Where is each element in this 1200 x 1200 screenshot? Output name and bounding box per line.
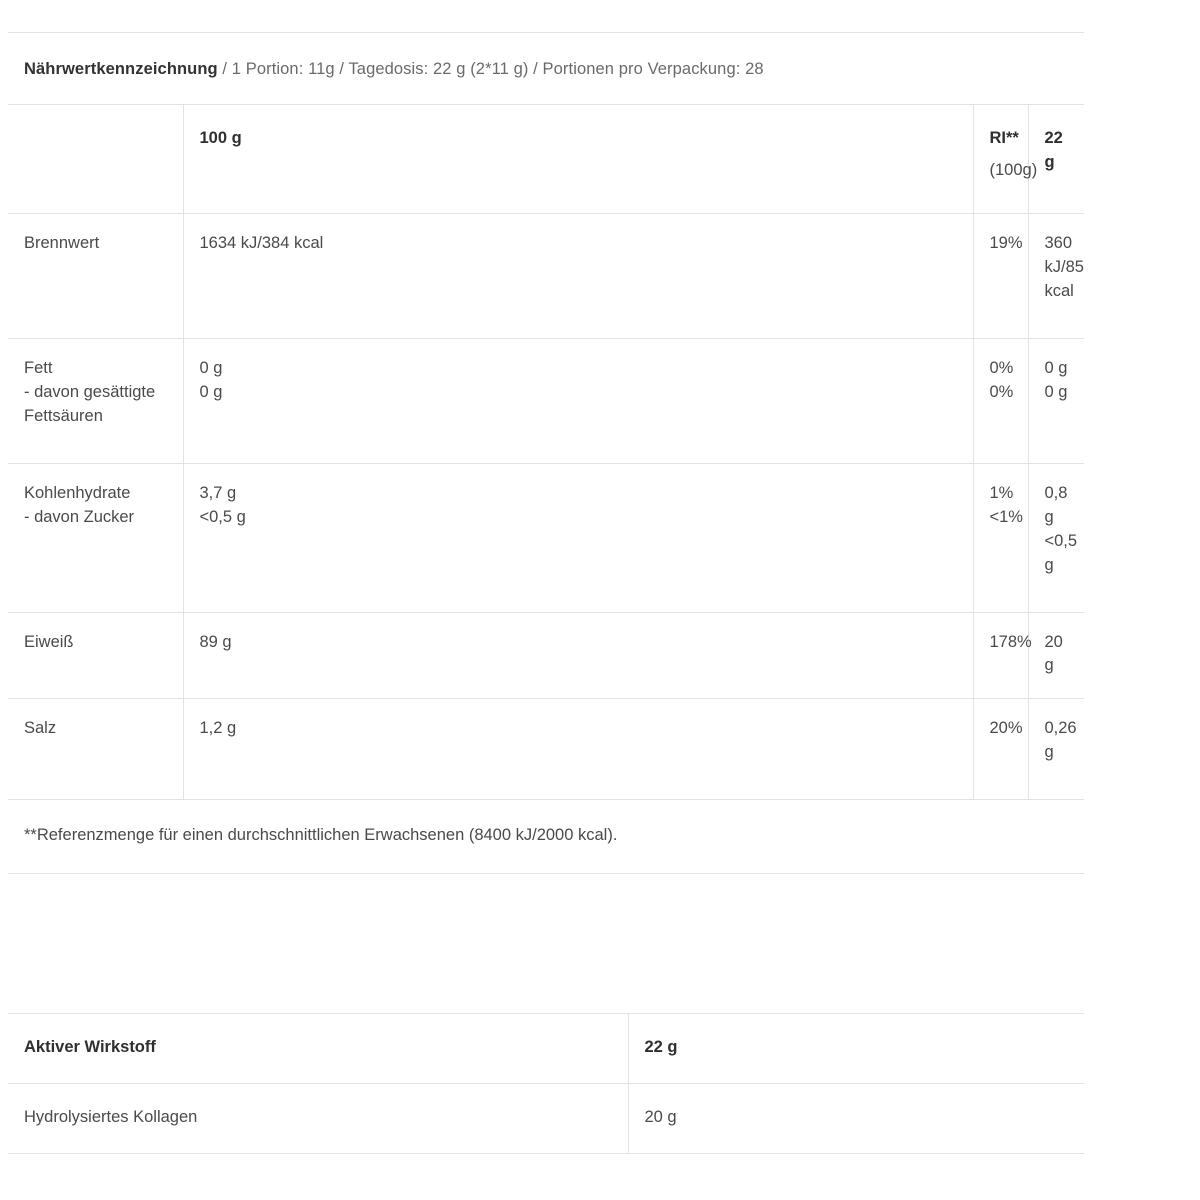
nutrition-facts-block: [8, 32, 1084, 874]
table-row: [8, 214, 1084, 339]
nutrition-caption: [8, 33, 1084, 105]
row-per-100g-sub: <0,5 g: [199, 507, 246, 526]
row-per-100g: [183, 463, 973, 612]
nutrition-caption-title: Nährwertkennzeichnung: [24, 60, 218, 78]
row-per-serving: 20 g: [1028, 612, 1084, 699]
row-per-serving: [1028, 339, 1084, 464]
row-per-100g-main: 0 g: [199, 359, 223, 378]
row-name: [8, 463, 183, 612]
header-ri: [973, 105, 1038, 213]
row-per-100g: 89 g: [183, 612, 973, 699]
row-per-serving-sub: 0 g: [1044, 382, 1068, 401]
row-per-100g: [183, 339, 973, 464]
row-name-sub: - davon gesättigte Fettsäuren: [24, 382, 156, 425]
row-per-100g-main: 3,7 g: [199, 483, 237, 502]
header-ri-sublabel: (100g): [989, 161, 1038, 180]
active-row-name: Hydrolysiertes Kollagen: [8, 1084, 628, 1154]
table-row: [8, 463, 1084, 612]
table-row: [8, 1084, 1084, 1154]
row-name: Salz: [8, 699, 183, 800]
row-per-serving-sub: <0,5 g: [1044, 531, 1078, 574]
active-header-name: Aktiver Wirkstoff: [8, 1014, 628, 1084]
table-row: [8, 699, 1084, 800]
row-ri: 19%: [973, 214, 1028, 339]
row-per-serving: 360 kJ/85 kcal: [1028, 214, 1084, 339]
nutrition-table: [8, 105, 1084, 800]
row-name: [8, 339, 183, 464]
row-ri: 178%: [973, 612, 1028, 699]
row-name-main: Kohlenhydrate: [24, 483, 131, 502]
row-ri-main: 1%: [989, 483, 1014, 502]
active-header-value: 22 g: [628, 1014, 1084, 1084]
header-per-100g-label: 100 g: [199, 129, 242, 148]
row-ri: [973, 339, 1028, 464]
header-ri-label: RI**: [989, 129, 1019, 148]
row-name: Brennwert: [8, 214, 183, 339]
row-ri: [973, 463, 1028, 612]
row-ri-sub: <1%: [989, 507, 1023, 526]
header-per-serving: [1028, 105, 1084, 213]
row-per-serving: 0,26 g: [1028, 699, 1084, 800]
row-name-sub: - davon Zucker: [24, 507, 135, 526]
row-name-main: Fett: [24, 359, 53, 378]
row-name: Eiweiß: [8, 612, 183, 699]
table-row: [8, 612, 1084, 699]
row-per-100g-sub: 0 g: [199, 382, 223, 401]
active-ingredient-block: [8, 1013, 1084, 1154]
table-header-row: [8, 105, 1084, 213]
row-ri-main: 0%: [989, 359, 1014, 378]
row-ri-sub: 0%: [989, 382, 1014, 401]
header-nutrient: [8, 105, 183, 213]
row-per-serving-main: 0,8 g: [1044, 483, 1068, 526]
active-row-value: 20 g: [644, 1108, 677, 1127]
header-per-serving-label: 22 g: [1044, 129, 1063, 172]
row-per-serving-main: 0 g: [1044, 359, 1068, 378]
row-per-100g: 1634 kJ/384 kcal: [183, 214, 973, 339]
active-ingredient-table: [8, 1014, 1084, 1153]
active-header-row: [8, 1014, 1084, 1084]
reference-footnote: **Referenzmenge für einen durchschnittlichen Erwachsenen (8400 kJ/2000 kcal).: [24, 826, 618, 845]
row-ri: 20%: [973, 699, 1028, 800]
table-row: [8, 339, 1084, 464]
row-per-100g: 1,2 g: [183, 699, 973, 800]
header-per-100g: [183, 105, 973, 213]
nutrition-caption-details: / 1 Portion: 11g / Tagedosis: 22 g (2*11 g) / Portionen pro Verpackung: 28: [217, 60, 764, 78]
row-per-serving: [1028, 463, 1084, 612]
